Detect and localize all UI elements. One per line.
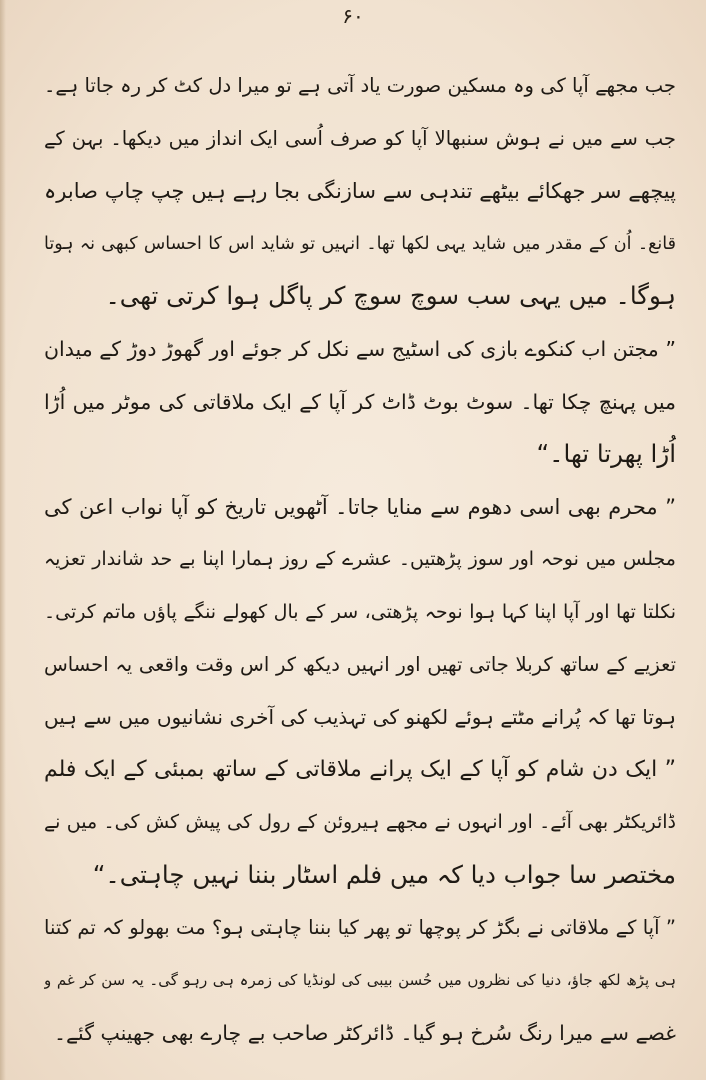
text-line: قانع۔ اُن کے مقدر میں شاید یہی لکھا تھا۔ انہیں تو شاید اس کا احساس کبھی نہ ہوتا [44, 233, 676, 254]
text-line: جب مجھے آپا کی وہ مسکین صورت یاد آتی ہے تو میرا دل کٹ کر رہ جاتا ہے۔ [44, 74, 676, 97]
text-line: پیچھے سر جھکائے بیٹھے تندہی سے سازنگی بجا رہے ہیں چپ چاپ صابرہ [44, 179, 676, 204]
text-line: مجلس میں نوحہ اور سوز پڑھتیں۔ عشرے کے روز ہمارا اپنا بے حد شاندار تعزیہ [44, 548, 676, 571]
text-line: ہوتا تھا کہ پُرانے مٹتے ہوئے لکھنو کی تہذیب کی آخری نشانیوں میں سے ہیں [44, 705, 676, 730]
text-line: نکلتا تھا اور آپا اپنا کہا ہوا نوحہ پڑھتی، سر کے بال کھولے ننگے پاؤں ماتم کرتی۔ [44, 600, 676, 623]
page-edge-shadow [0, 0, 6, 1080]
text-line: میں پہنچ چکا تھا۔ سوٹ بوٹ ڈاٹ کر آپا کے ایک ملاقاتی کی موٹر میں اُڑا [44, 389, 676, 414]
text-line: ” محرم بھی اسی دھوم سے منایا جاتا۔ آٹھویں تاریخ کو آپا نواب اعن کی [44, 494, 676, 519]
text-line: جب سے میں نے ہوش سنبھالا آپا کو صرف اُسی ایک انداز میں دیکھا۔ بہن کے [44, 126, 676, 150]
text-line: ” آپا کے ملاقاتی نے بگڑ کر پوچھا تو پھر کیا بننا چاہتی ہو؟ مت بھولو کہ تم کتنا [44, 915, 676, 939]
text-line: ڈائریکٹر بھی آئے۔ اور انہوں نے مجھے ہیروئن کے رول کی پیش کش کی۔ میں نے [44, 811, 676, 834]
text-line: ” مجتن اب کنکوے بازی کی اسٹیج سے نکل کر جوئے اور گھوڑ دوڑ کے میدان [44, 336, 676, 361]
text-line: تعزیے کے ساتھ کربلا جاتی تھیں اور انہیں دیکھ کر اس وقت واقعی یہ احساس [44, 652, 676, 676]
text-line: غصے سے میرا رنگ سُرخ ہو گیا۔ ڈائرکٹر صاحب بے چارے بھی جھینپ گئے۔ [54, 1020, 676, 1045]
body-text [44, 60, 676, 1059]
page-number: ۶۰ [342, 4, 364, 28]
text-line: ہوگا۔ میں یہی سب سوچ سوچ کر پاگل ہوا کرتی تھی۔ [105, 281, 676, 311]
text-line: ہی پڑھ لکھ جاؤ، دنیا کی نظروں میں حُسن بیبی کی لونڈیا کی زمرہ ہی رہو گی۔ یہ سن کر غم و [44, 971, 676, 990]
text-line: ” ایک دن شام کو آپا کے ایک پرانے ملاقاتی کے ساتھ بمبئی کے ایک فلم [44, 756, 676, 782]
text-line: اُڑا پھرتا تھا۔“ [536, 439, 676, 469]
text-line: مختصر سا جواب دیا کہ میں فلم اسٹار بننا نہیں چاہتی۔“ [92, 859, 676, 889]
